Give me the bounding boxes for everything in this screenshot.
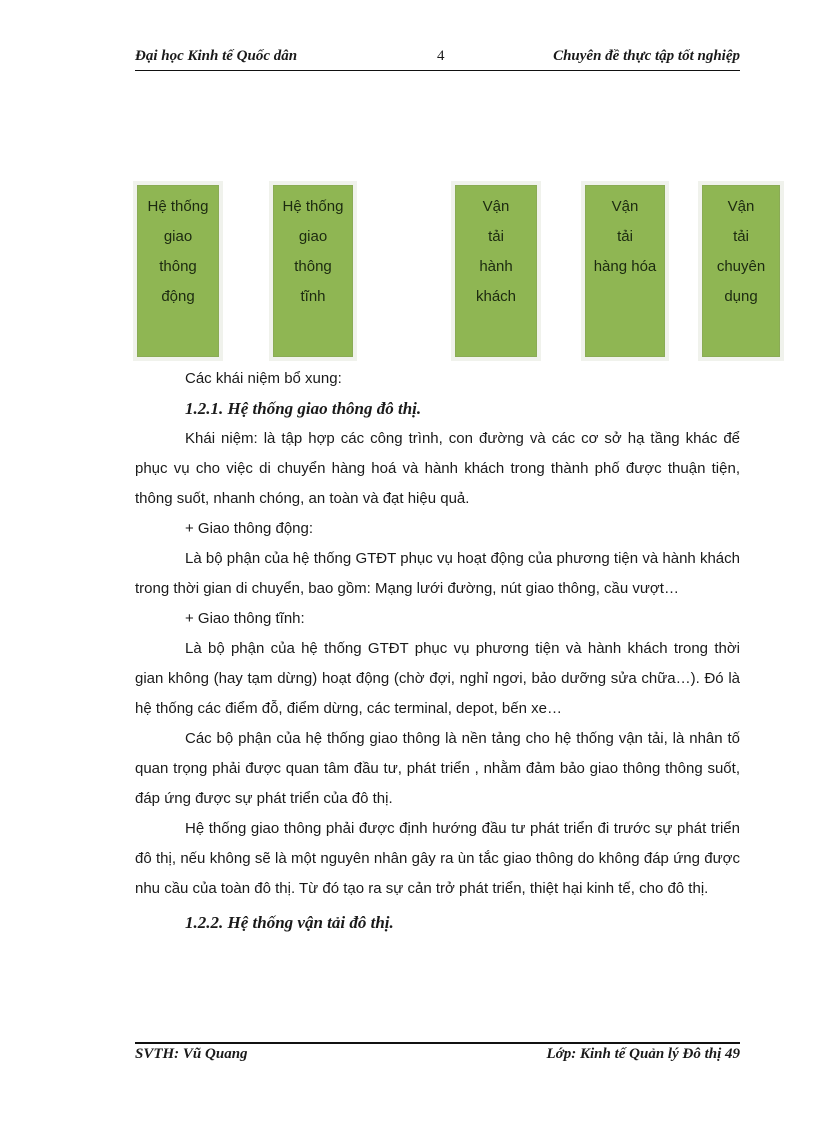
paragraph-static-traffic: Là bộ phận của hệ thống GTĐT phục vụ phương tiện và hành khách trong thời gian không (hay tạm dừng) hoạt động (chờ đợi, nghỉ ngơi, bảo dưỡng sửa chữa…). Đó là hệ thống các điểm đỗ, điểm dừng, các terminal, depot, bến xe…: [135, 640, 740, 717]
box-line: Vận: [727, 198, 755, 215]
box-line: tải: [488, 228, 504, 245]
box-line: hành: [479, 258, 513, 275]
paragraph-components: Các bộ phận của hệ thống giao thông là nền tảng cho hệ thống vận tải, là nhân tố quan trọng phải được quan tâm đầu tư, phát triển , nhằm đảm bảo giao thông thông suốt, đáp ứng được sự phát triển của đô thị.: [135, 730, 740, 807]
page-footer: [135, 1046, 740, 1068]
paragraph-dynamic-traffic: Là bộ phận của hệ thống GTĐT phục vụ hoạt động của phương tiện và hành khách trong thời gian di chuyển, bao gồm: Mạng lưới đường, nút giao thông, cầu vượt…: [135, 550, 740, 597]
box-line: Vận: [611, 198, 639, 215]
box-line: tải: [617, 228, 633, 245]
diagram-box-dynamic-traffic: [137, 185, 219, 357]
header-document-type: Chuyên đề thực tập tốt nghiệp: [553, 48, 740, 64]
paragraph-orientation: Hệ thống giao thông phải được định hướng đầu tư phát triển đi trước sự phát triển đô thị, nếu không sẽ là một nguyên nhân gây ra ùn tắc giao thông do không đáp ứng được nhu cầu của toàn đô thị. Từ đó tạo ra sự cản trở phát triển, thiệt hại kinh tế, cho đô thị.: [135, 820, 740, 897]
paragraph-definition: Khái niệm: là tập hợp các công trình, con đường và các cơ sở hạ tầng khác để phục vụ cho việc di chuyển hàng hoá và hành khách trong thành phố được thuận tiện, thông suốt, nhanh chóng, an toàn và đạt hiệu quả.: [135, 430, 740, 507]
intro-line: Các khái niệm bổ xung:: [185, 370, 342, 387]
diagram-box-passenger-transport: [455, 185, 537, 357]
body-text: [135, 364, 740, 938]
box-line: Hệ thống: [282, 198, 344, 215]
box-line: Hệ thống: [147, 198, 209, 215]
page-header: [135, 48, 740, 70]
box-line: tải: [733, 228, 749, 245]
paragraph-static-traffic-title: + Giao thông tĩnh:: [185, 610, 305, 627]
box-line: giao: [163, 228, 193, 245]
header-university: Đại học Kinh tế Quốc dân: [135, 48, 298, 64]
box-line: tĩnh: [300, 288, 326, 305]
box-line: khách: [475, 288, 517, 305]
box-line: Vận: [482, 198, 510, 215]
footer-rule: [135, 1042, 740, 1044]
box-line: thông: [159, 258, 197, 275]
box-line: giao: [298, 228, 328, 245]
box-line: thông: [294, 258, 332, 275]
box-line: động: [161, 288, 195, 305]
header-page-number: 4: [437, 48, 445, 64]
diagram-box-special-transport: [702, 185, 780, 357]
section-heading-1-2-2: 1.2.2. Hệ thống vận tải đô thị.: [185, 913, 394, 932]
box-line: dụng: [724, 288, 758, 305]
diagram-box-freight-transport: [585, 185, 665, 357]
footer-author: SVTH: Vũ Quang: [135, 1046, 248, 1062]
section-heading-1-2-1: 1.2.1. Hệ thống giao thông đô thị.: [185, 399, 422, 418]
box-line: hàng hóa: [593, 258, 657, 275]
box-line: chuyên: [716, 258, 766, 275]
footer-class: Lớp: Kinh tế Quản lý Đô thị 49: [546, 1046, 740, 1062]
header-rule: [135, 70, 740, 71]
paragraph-dynamic-traffic-title: + Giao thông động:: [185, 520, 314, 537]
diagram-box-static-traffic: [273, 185, 353, 357]
